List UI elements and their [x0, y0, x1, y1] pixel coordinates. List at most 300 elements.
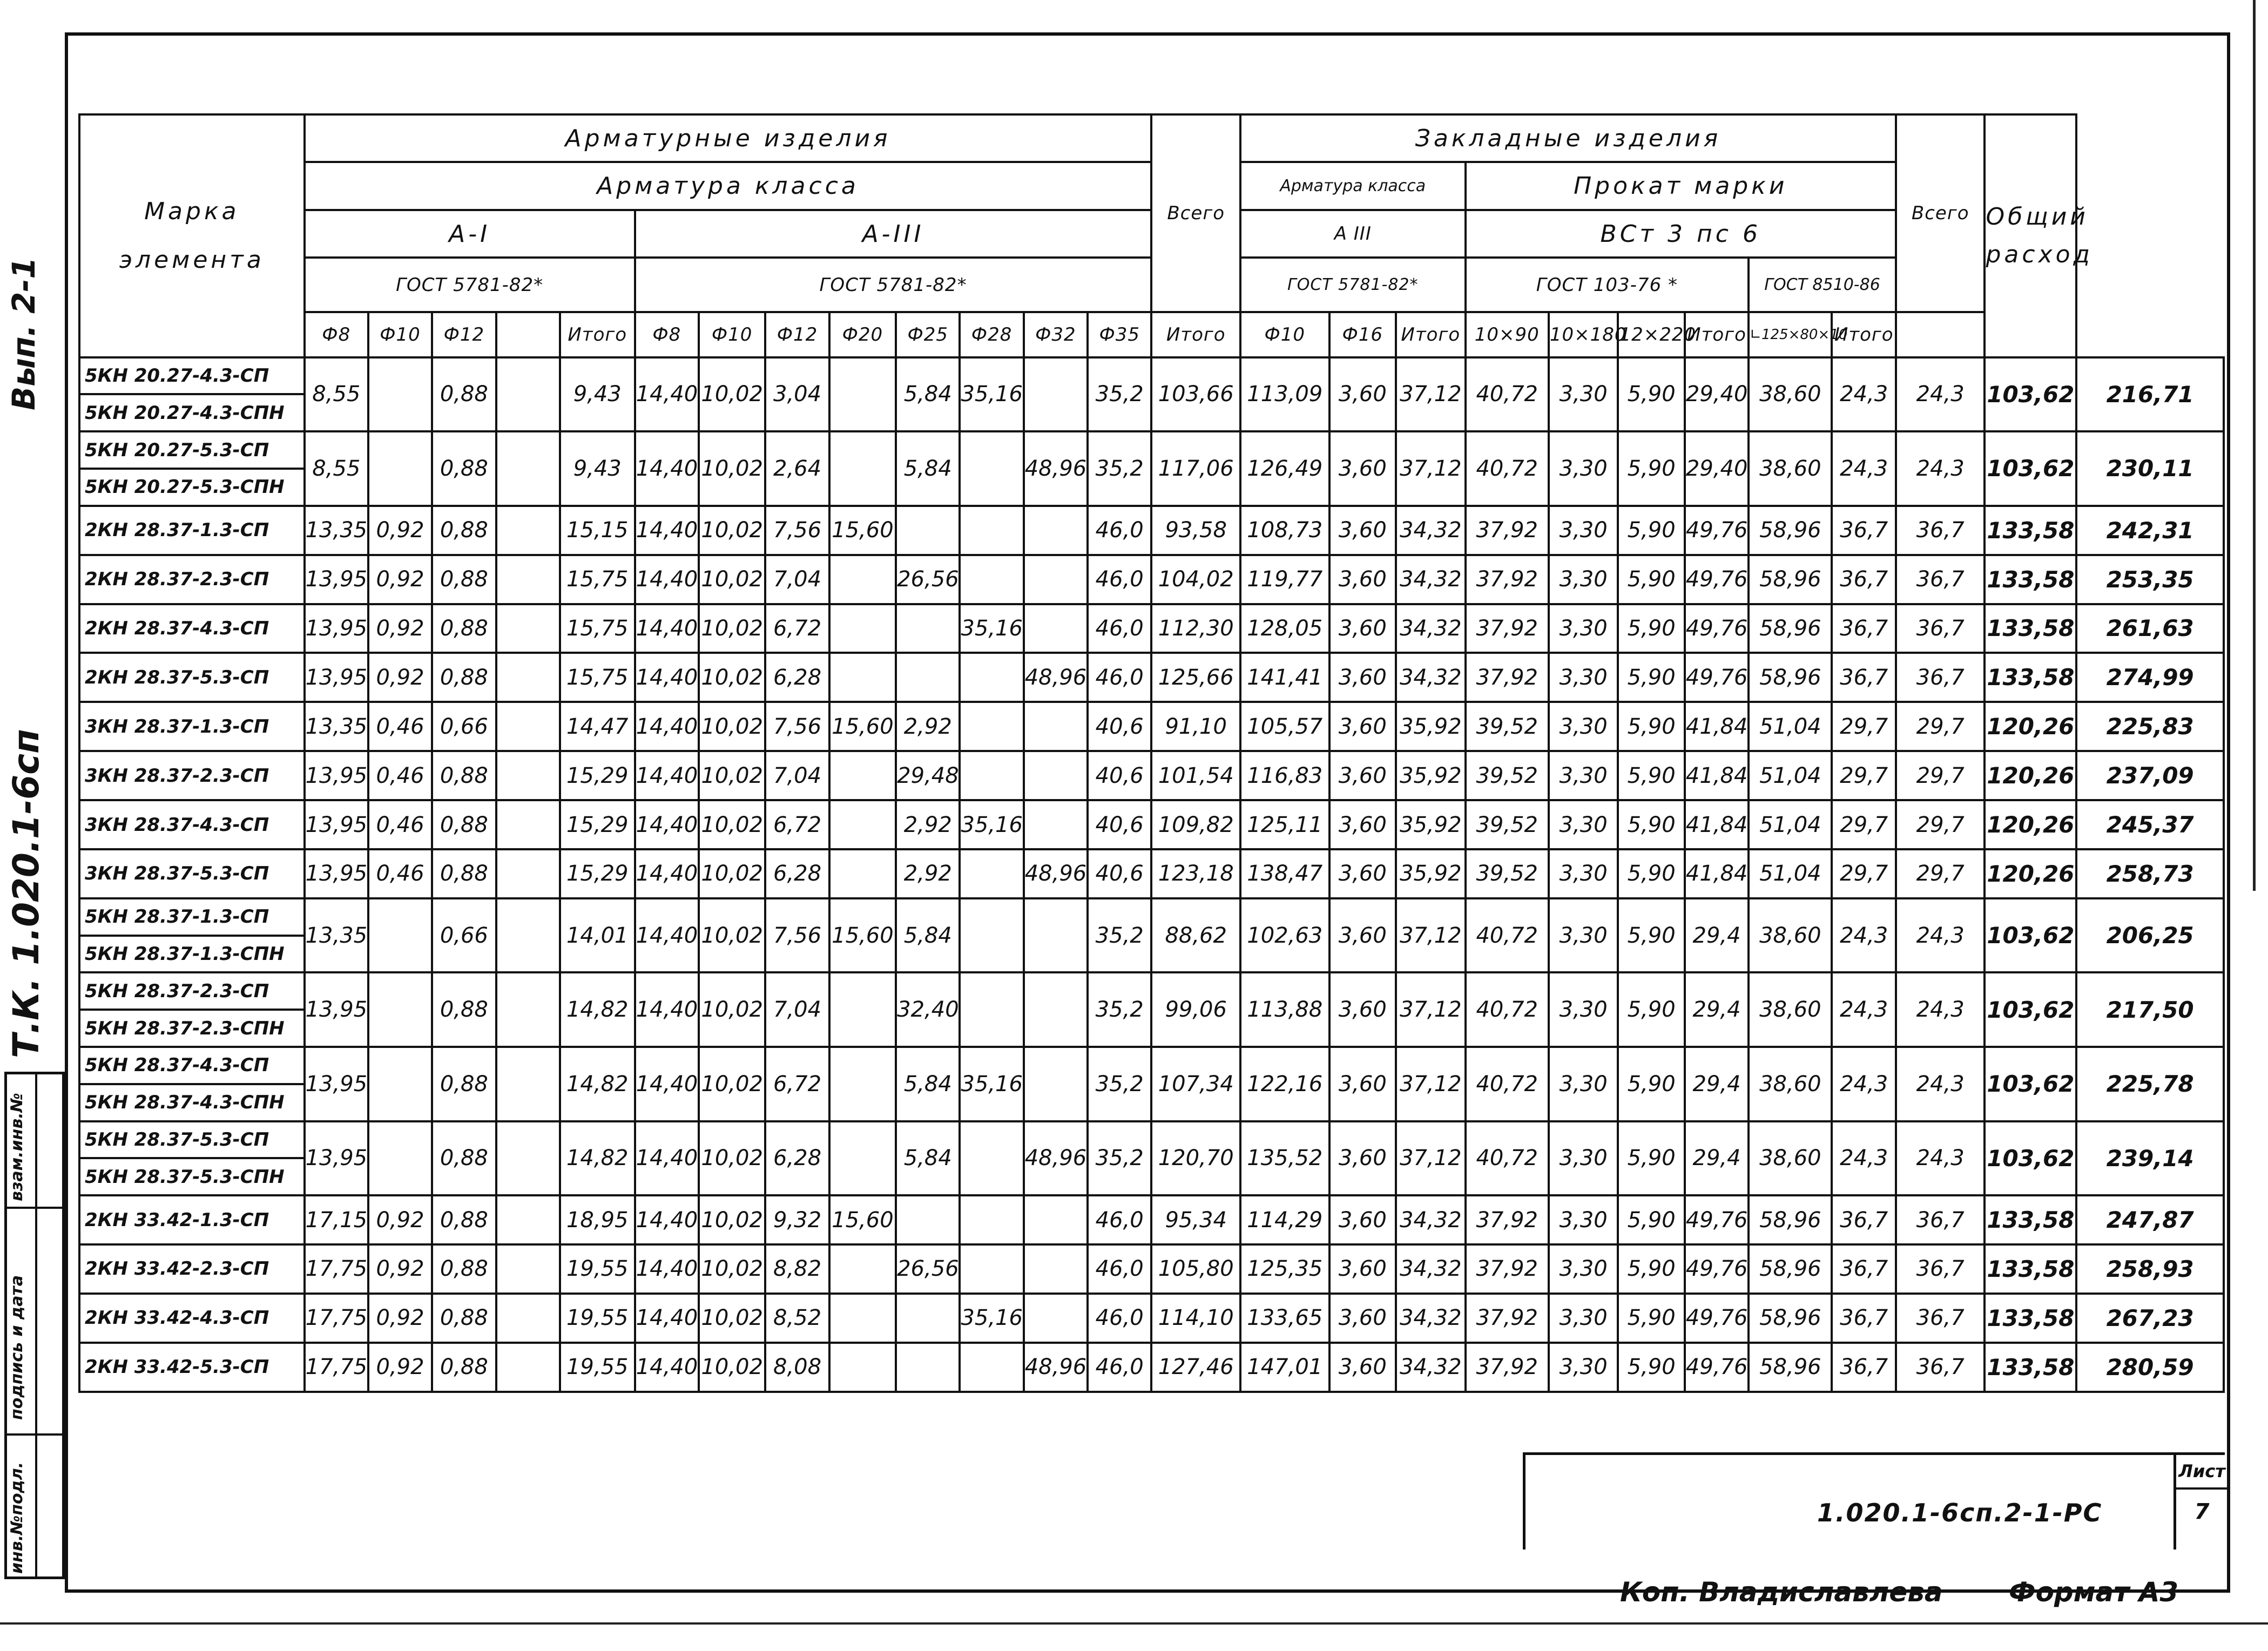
table-cell: 13,95 — [305, 751, 368, 800]
table-cell: 3,30 — [1549, 555, 1618, 604]
table-cell: 14,40 — [635, 800, 699, 849]
column-header: Ф20 — [829, 312, 896, 357]
table-cell: 242,31 — [2076, 506, 2224, 555]
header-emb-gost: ГОСТ 5781-82* — [1240, 258, 1466, 312]
table-cell: 107,34 — [1151, 1047, 1240, 1121]
element-mark: 3КН 28.37-4.3-СП — [79, 800, 305, 849]
table-cell: 29,7 — [1896, 849, 1985, 898]
table-cell: 24,3 — [1896, 1047, 1985, 1121]
table-cell: 14,40 — [635, 751, 699, 800]
table-cell: 51,04 — [1749, 702, 1832, 751]
table-cell — [496, 357, 560, 432]
table-cell — [368, 1047, 432, 1121]
table-cell: 5,90 — [1618, 431, 1684, 506]
table-cell: 49,76 — [1685, 555, 1749, 604]
table-cell — [960, 1195, 1023, 1244]
table-cell: 29,4 — [1685, 972, 1749, 1047]
table-cell: 5,84 — [896, 1047, 960, 1121]
table-cell: 3,60 — [1329, 1244, 1396, 1294]
table-cell — [1024, 702, 1088, 751]
table-cell — [1024, 800, 1088, 849]
element-mark: 2КН 28.37-2.3-СП — [79, 555, 305, 604]
table-cell: 34,32 — [1396, 506, 1466, 555]
table-cell: 133,58 — [1985, 1195, 2076, 1244]
table-cell: 5,90 — [1618, 1244, 1684, 1294]
table-cell: 6,72 — [765, 800, 829, 849]
table-cell: 51,04 — [1749, 751, 1832, 800]
table-row — [79, 702, 2224, 751]
table-cell: 24,3 — [1896, 898, 1985, 973]
element-mark: 5КН 28.37-2.3-СП — [79, 972, 305, 1010]
table-cell: 3,60 — [1329, 653, 1396, 702]
table-cell: 120,26 — [1985, 800, 2076, 849]
table-cell: 103,62 — [1985, 357, 2076, 432]
table-cell: 24,3 — [1896, 1121, 1985, 1196]
table-cell: 3,30 — [1549, 849, 1618, 898]
column-header: Итого — [1832, 312, 1895, 357]
table-cell: 7,56 — [765, 702, 829, 751]
table-cell: 5,90 — [1618, 898, 1684, 973]
table-cell: 51,04 — [1749, 849, 1832, 898]
table-cell — [496, 751, 560, 800]
table-cell: 3,30 — [1549, 1294, 1618, 1343]
table-cell: 206,25 — [2076, 898, 2224, 973]
table-cell: 37,92 — [1466, 1294, 1549, 1343]
table-cell: 0,92 — [368, 1343, 432, 1392]
table-cell: 91,10 — [1151, 702, 1240, 751]
table-cell: 128,05 — [1240, 604, 1329, 653]
table-cell: 245,37 — [2076, 800, 2224, 849]
table-cell: 0,46 — [368, 751, 432, 800]
table-cell: 24,3 — [1832, 898, 1895, 973]
table-cell: 10,02 — [699, 555, 765, 604]
table-cell: 15,60 — [829, 1195, 896, 1244]
table-cell: 35,92 — [1396, 702, 1466, 751]
table-cell: 26,56 — [896, 555, 960, 604]
table-cell: 113,09 — [1240, 357, 1329, 432]
table-cell: 14,40 — [635, 555, 699, 604]
table-cell: 3,04 — [765, 357, 829, 432]
table-cell: 5,84 — [896, 431, 960, 506]
table-cell — [960, 1121, 1023, 1196]
table-cell: 10,02 — [699, 972, 765, 1047]
table-cell: 10,02 — [699, 1343, 765, 1392]
element-mark: 2КН 28.37-5.3-СП — [79, 653, 305, 702]
table-cell: 46,0 — [1088, 1195, 1151, 1244]
table-cell: 13,95 — [305, 1047, 368, 1121]
table-row — [79, 1047, 2224, 1084]
table-cell: 29,40 — [1685, 357, 1749, 432]
table-cell: 37,92 — [1466, 1343, 1549, 1392]
header-a3: А-III — [635, 210, 1152, 258]
table-cell: 10,02 — [699, 1195, 765, 1244]
table-cell — [496, 555, 560, 604]
table-cell: 0,92 — [368, 1294, 432, 1343]
table-cell: 120,26 — [1985, 702, 2076, 751]
table-cell — [496, 431, 560, 506]
table-cell: 3,30 — [1549, 506, 1618, 555]
table-cell: 133,58 — [1985, 604, 2076, 653]
table-cell: 3,60 — [1329, 1343, 1396, 1392]
table-cell — [829, 1244, 896, 1294]
table-cell — [1024, 1294, 1088, 1343]
table-cell: 35,92 — [1396, 751, 1466, 800]
table-cell — [368, 431, 432, 506]
table-cell — [1024, 972, 1088, 1047]
table-cell: 14,82 — [560, 1121, 635, 1196]
table-cell: 14,01 — [560, 898, 635, 973]
table-cell: 37,12 — [1396, 357, 1466, 432]
table-cell: 46,0 — [1088, 653, 1151, 702]
table-cell: 138,47 — [1240, 849, 1329, 898]
header-overall: Общий расход — [1985, 114, 2076, 357]
table-cell — [896, 1343, 960, 1392]
table-cell: 18,95 — [560, 1195, 635, 1244]
table-cell: 36,7 — [1896, 1195, 1985, 1244]
column-header: Ф25 — [896, 312, 960, 357]
table-cell: 133,58 — [1985, 1343, 2076, 1392]
table-cell: 24,3 — [1832, 972, 1895, 1047]
table-cell: 15,75 — [560, 604, 635, 653]
table-cell — [896, 653, 960, 702]
table-cell: 29,7 — [1896, 800, 1985, 849]
table-cell: 15,29 — [560, 849, 635, 898]
table-cell: 0,88 — [432, 506, 496, 555]
table-cell: 13,35 — [305, 702, 368, 751]
table-cell: 10,02 — [699, 653, 765, 702]
table-cell: 8,82 — [765, 1244, 829, 1294]
table-cell: 3,60 — [1329, 1294, 1396, 1343]
table-cell: 3,30 — [1549, 751, 1618, 800]
table-cell: 225,83 — [2076, 702, 2224, 751]
table-cell: 35,16 — [960, 1294, 1023, 1343]
table-cell: 29,4 — [1685, 1121, 1749, 1196]
table-cell: 15,60 — [829, 702, 896, 751]
table-cell: 24,3 — [1896, 357, 1985, 432]
element-mark: 5КН 28.37-5.3-СП — [79, 1121, 305, 1159]
table-cell: 5,90 — [1618, 702, 1684, 751]
table-cell: 3,60 — [1329, 555, 1396, 604]
table-cell: 6,72 — [765, 604, 829, 653]
table-cell: 37,12 — [1396, 972, 1466, 1047]
table-cell — [1024, 1195, 1088, 1244]
table-cell — [1024, 604, 1088, 653]
table-cell: 49,76 — [1685, 506, 1749, 555]
table-cell — [1024, 1047, 1088, 1121]
table-cell: 120,26 — [1985, 849, 2076, 898]
element-mark: 2КН 28.37-1.3-СП — [79, 506, 305, 555]
column-header — [496, 312, 560, 357]
table-cell: 10,02 — [699, 800, 765, 849]
table-cell: 15,29 — [560, 751, 635, 800]
table-cell: 15,60 — [829, 506, 896, 555]
table-cell: 10,02 — [699, 1294, 765, 1343]
table-cell — [896, 506, 960, 555]
table-cell — [960, 972, 1023, 1047]
material-spec-table — [78, 113, 2225, 1393]
table-cell: 13,35 — [305, 506, 368, 555]
table-cell: 6,28 — [765, 653, 829, 702]
column-header: Ф8 — [305, 312, 368, 357]
table-cell: 125,35 — [1240, 1244, 1329, 1294]
table-cell: 2,92 — [896, 849, 960, 898]
element-mark: 3КН 28.37-1.3-СП — [79, 702, 305, 751]
table-cell — [496, 1343, 560, 1392]
table-cell: 17,75 — [305, 1343, 368, 1392]
table-cell: 114,10 — [1151, 1294, 1240, 1343]
table-cell: 14,40 — [635, 1244, 699, 1294]
table-cell: 37,12 — [1396, 431, 1466, 506]
table-cell: 46,0 — [1088, 604, 1151, 653]
table-cell: 40,72 — [1466, 898, 1549, 973]
table-cell — [829, 431, 896, 506]
sheet-format: Формат А3 — [2009, 1576, 2179, 1608]
table-row — [79, 898, 2224, 936]
table-cell: 103,62 — [1985, 431, 2076, 506]
sheet-number: 7 — [2194, 1499, 2210, 1524]
table-cell: 105,80 — [1151, 1244, 1240, 1294]
table-cell: 0,88 — [432, 555, 496, 604]
table-cell: 38,60 — [1749, 431, 1832, 506]
table-cell: 3,30 — [1549, 898, 1618, 973]
column-header: Ф10 — [1240, 312, 1329, 357]
table-cell: 3,60 — [1329, 849, 1396, 898]
table-cell: 15,15 — [560, 506, 635, 555]
table-cell: 58,96 — [1749, 1294, 1832, 1343]
table-cell — [896, 604, 960, 653]
element-mark: 5КН 20.27-4.3-СП — [79, 357, 305, 395]
table-row — [79, 1195, 2224, 1244]
table-cell: 35,2 — [1088, 357, 1151, 432]
table-cell: 0,88 — [432, 1343, 496, 1392]
table-cell — [496, 1121, 560, 1196]
table-cell: 14,40 — [635, 702, 699, 751]
table-row — [79, 653, 2224, 702]
table-cell: 19,55 — [560, 1244, 635, 1294]
table-cell: 5,90 — [1618, 357, 1684, 432]
table-cell: 24,3 — [1832, 431, 1895, 506]
table-row — [79, 800, 2224, 849]
table-cell: 29,4 — [1685, 1047, 1749, 1121]
table-cell: 5,90 — [1618, 506, 1684, 555]
table-cell: 0,88 — [432, 1195, 496, 1244]
table-cell: 35,2 — [1088, 1121, 1151, 1196]
table-cell: 0,46 — [368, 800, 432, 849]
table-cell: 36,7 — [1832, 1244, 1895, 1294]
table-cell: 274,99 — [2076, 653, 2224, 702]
table-cell: 0,88 — [432, 849, 496, 898]
element-mark: 3КН 28.37-5.3-СП — [79, 849, 305, 898]
table-cell: 13,35 — [305, 898, 368, 973]
table-cell: 3,30 — [1549, 357, 1618, 432]
table-cell: 112,30 — [1151, 604, 1240, 653]
table-cell: 253,35 — [2076, 555, 2224, 604]
column-header: Ф12 — [432, 312, 496, 357]
column-header: ∟125×80×10 — [1749, 312, 1832, 357]
table-row — [79, 751, 2224, 800]
table-cell: 37,92 — [1466, 506, 1549, 555]
header-rebar-class: Арматура класса — [305, 162, 1152, 209]
table-cell: 5,90 — [1618, 849, 1684, 898]
element-mark: 2КН 28.37-4.3-СП — [79, 604, 305, 653]
table-cell — [1024, 357, 1088, 432]
table-cell: 48,96 — [1024, 431, 1088, 506]
table-cell — [829, 1343, 896, 1392]
table-cell: 123,18 — [1151, 849, 1240, 898]
table-cell: 0,88 — [432, 653, 496, 702]
table-cell: 29,7 — [1832, 702, 1895, 751]
table-cell: 37,92 — [1466, 604, 1549, 653]
table-cell: 95,34 — [1151, 1195, 1240, 1244]
table-cell: 258,73 — [2076, 849, 2224, 898]
table-cell: 24,3 — [1896, 972, 1985, 1047]
table-cell: 88,62 — [1151, 898, 1240, 973]
table-cell: 103,62 — [1985, 1047, 2076, 1121]
table-cell: 29,7 — [1896, 702, 1985, 751]
table-cell: 34,32 — [1396, 653, 1466, 702]
table-cell: 5,84 — [896, 898, 960, 973]
table-cell: 17,75 — [305, 1244, 368, 1294]
table-cell: 5,90 — [1618, 1047, 1684, 1121]
table-cell: 7,04 — [765, 751, 829, 800]
table-cell: 36,7 — [1896, 1244, 1985, 1294]
table-cell: 3,30 — [1549, 431, 1618, 506]
table-cell: 13,95 — [305, 1121, 368, 1196]
table-cell: 9,43 — [560, 357, 635, 432]
table-cell — [829, 1121, 896, 1196]
table-cell — [496, 653, 560, 702]
table-cell: 40,6 — [1088, 702, 1151, 751]
table-cell: 35,2 — [1088, 972, 1151, 1047]
table-cell — [496, 849, 560, 898]
table-cell: 13,95 — [305, 604, 368, 653]
element-mark: 3КН 28.37-2.3-СП — [79, 751, 305, 800]
table-cell: 36,7 — [1832, 555, 1895, 604]
table-cell: 38,60 — [1749, 1121, 1832, 1196]
table-cell: 133,58 — [1985, 1294, 2076, 1343]
table-cell: 40,6 — [1088, 751, 1151, 800]
table-cell: 15,29 — [560, 800, 635, 849]
column-header: Ф10 — [368, 312, 432, 357]
table-cell: 40,72 — [1466, 1047, 1549, 1121]
table-cell: 9,32 — [765, 1195, 829, 1244]
column-header: Итого — [1151, 312, 1240, 357]
table-cell: 41,84 — [1685, 849, 1749, 898]
table-cell — [960, 1244, 1023, 1294]
table-cell — [368, 972, 432, 1047]
table-cell: 0,88 — [432, 1294, 496, 1343]
table-cell: 51,04 — [1749, 800, 1832, 849]
table-cell: 24,3 — [1832, 1047, 1895, 1121]
table-cell: 114,29 — [1240, 1195, 1329, 1244]
table-cell: 41,84 — [1685, 800, 1749, 849]
table-cell: 41,84 — [1685, 702, 1749, 751]
table-cell: 39,52 — [1466, 751, 1549, 800]
table-cell: 0,88 — [432, 800, 496, 849]
table-cell — [960, 555, 1023, 604]
table-cell: 49,76 — [1685, 1343, 1749, 1392]
table-cell — [496, 1047, 560, 1121]
table-cell: 46,0 — [1088, 506, 1151, 555]
table-cell: 3,30 — [1549, 702, 1618, 751]
table-cell: 35,2 — [1088, 431, 1151, 506]
table-cell — [829, 1047, 896, 1121]
column-header: Ф35 — [1088, 312, 1151, 357]
table-row — [79, 555, 2224, 604]
table-cell: 40,72 — [1466, 357, 1549, 432]
header-steel: ВСт 3 пс 6 — [1466, 210, 1896, 258]
table-cell: 19,55 — [560, 1343, 635, 1392]
copied-by: Коп. Владиславлева — [1620, 1576, 1943, 1608]
table-cell: 5,90 — [1618, 751, 1684, 800]
table-row — [79, 604, 2224, 653]
table-cell: 14,40 — [635, 898, 699, 973]
header-gost-103: ГОСТ 103-76 * — [1466, 258, 1749, 312]
table-cell — [960, 1343, 1023, 1392]
table-cell: 15,75 — [560, 653, 635, 702]
table-cell: 39,52 — [1466, 800, 1549, 849]
stamp-replaced-inv: взам.инв.№ — [8, 1093, 26, 1201]
table-cell: 3,60 — [1329, 604, 1396, 653]
table-cell: 119,77 — [1240, 555, 1329, 604]
table-cell: 34,32 — [1396, 1195, 1466, 1244]
table-cell: 10,02 — [699, 506, 765, 555]
table-cell: 37,12 — [1396, 898, 1466, 973]
table-cell: 48,96 — [1024, 1121, 1088, 1196]
table-cell: 39,52 — [1466, 849, 1549, 898]
element-mark: 5КН 28.37-4.3-СПН — [79, 1084, 305, 1121]
table-cell — [960, 702, 1023, 751]
table-cell — [368, 898, 432, 973]
table-row — [79, 431, 2224, 469]
table-cell: 34,32 — [1396, 1294, 1466, 1343]
table-cell: 108,73 — [1240, 506, 1329, 555]
table-cell: 29,7 — [1832, 751, 1895, 800]
table-cell: 217,50 — [2076, 972, 2224, 1047]
table-cell: 5,90 — [1618, 1195, 1684, 1244]
table-cell: 49,76 — [1685, 1294, 1749, 1343]
column-header: Итого — [1685, 312, 1749, 357]
table-cell: 29,7 — [1896, 751, 1985, 800]
table-cell: 8,55 — [305, 357, 368, 432]
table-cell — [960, 653, 1023, 702]
column-header: 10×180 — [1549, 312, 1618, 357]
column-header: Ф16 — [1329, 312, 1396, 357]
column-header: Итого — [560, 312, 635, 357]
table-cell — [829, 357, 896, 432]
table-cell: 10,02 — [699, 702, 765, 751]
table-cell: 58,96 — [1749, 1244, 1832, 1294]
table-cell: 36,7 — [1832, 604, 1895, 653]
table-cell — [496, 898, 560, 973]
table-cell: 36,7 — [1832, 506, 1895, 555]
table-cell: 8,55 — [305, 431, 368, 506]
table-cell — [1024, 1244, 1088, 1294]
table-cell: 5,90 — [1618, 604, 1684, 653]
table-cell — [368, 1121, 432, 1196]
header-a1: А-I — [305, 210, 635, 258]
table-cell: 35,92 — [1396, 849, 1466, 898]
table-cell: 40,6 — [1088, 800, 1151, 849]
table-cell: 3,30 — [1549, 1244, 1618, 1294]
element-mark: 5КН 28.37-5.3-СПН — [79, 1158, 305, 1195]
header-gost-8510: ГОСТ 8510-86 — [1749, 258, 1896, 312]
table-cell: 3,60 — [1329, 1121, 1396, 1196]
table-cell: 38,60 — [1749, 972, 1832, 1047]
table-cell: 36,7 — [1896, 1343, 1985, 1392]
table-row — [79, 506, 2224, 555]
header-total-embedded: Всего — [1896, 114, 1985, 312]
